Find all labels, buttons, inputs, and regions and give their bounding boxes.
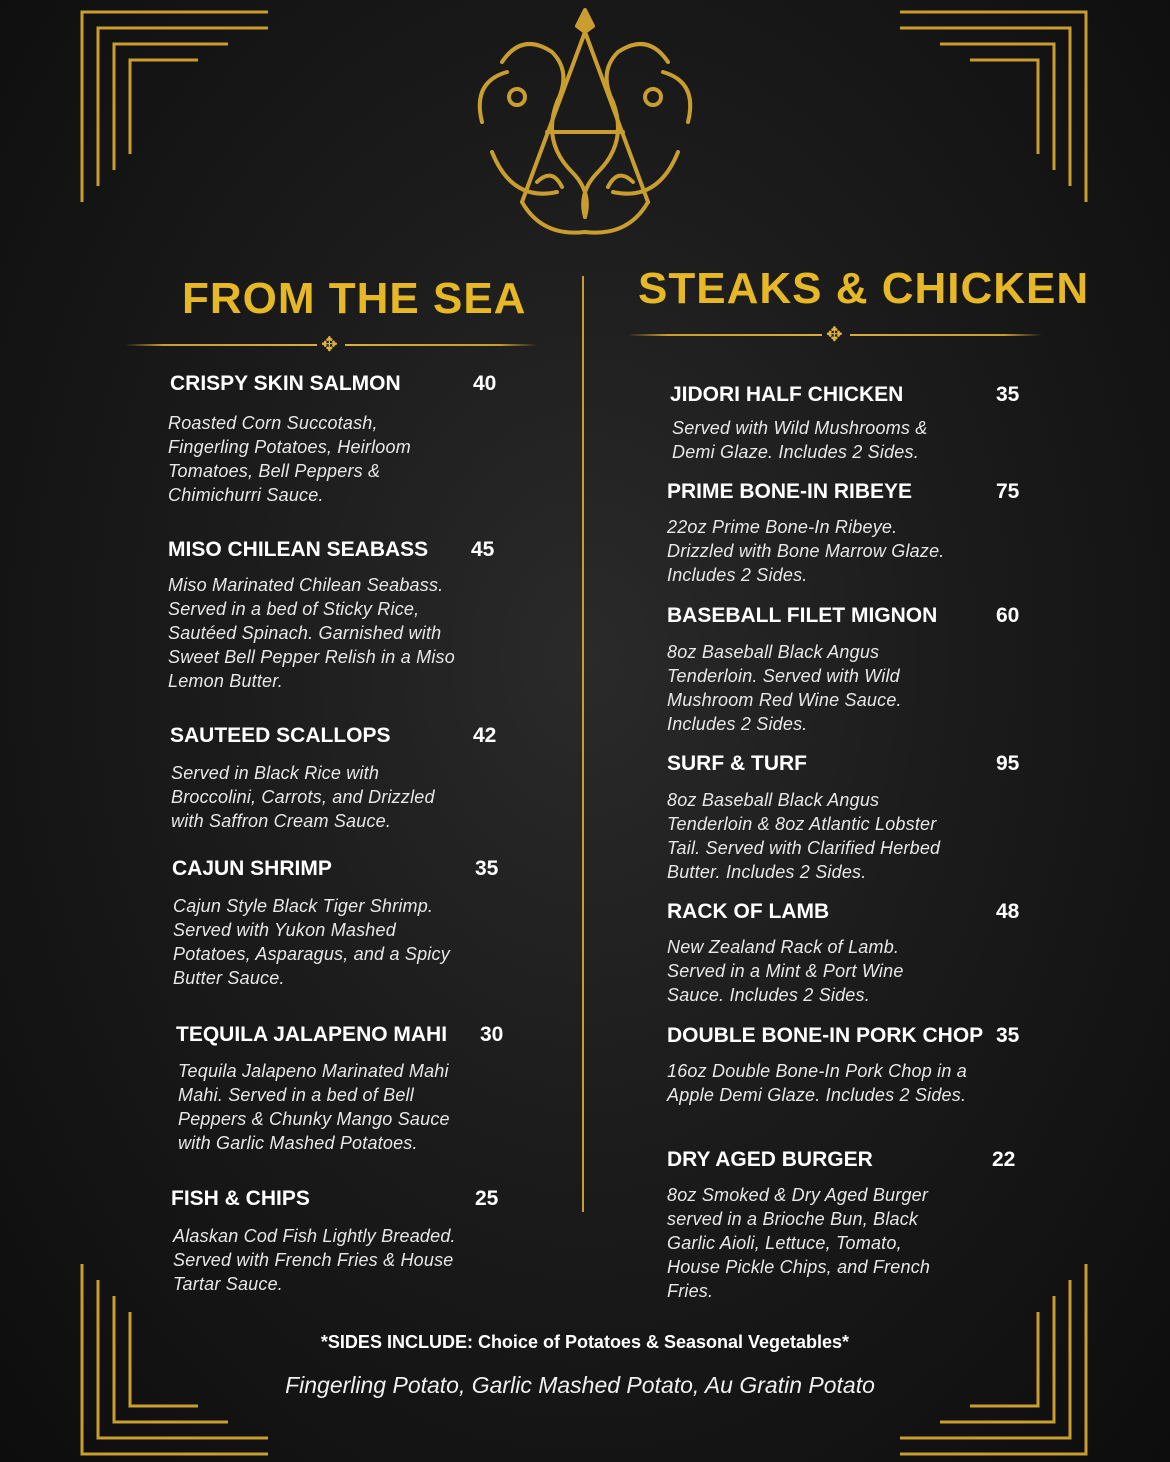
item-price: 75: [996, 480, 1020, 503]
item-name: PRIME BONE-IN RIBEYE: [667, 480, 913, 503]
section-title-steaks-and-chicken: STEAKS & CHICKEN: [638, 264, 1090, 313]
item-price: 48: [996, 900, 1020, 923]
item-name: BASEBALL FILET MIGNON: [667, 604, 938, 627]
item-description: Served with Wild Mushrooms & Demi Glaze. Includes 2 Sides.: [672, 418, 928, 462]
item-name: FISH & CHIPS: [171, 1187, 310, 1210]
item-name: CRISPY SKIN SALMON: [170, 372, 401, 395]
item-price: 35: [475, 857, 499, 880]
item-price: 35: [996, 1024, 1020, 1047]
item-name: SAUTEED SCALLOPS: [170, 724, 391, 747]
item-price: 22: [992, 1148, 1016, 1171]
section-title-from-the-sea: FROM THE SEA: [182, 274, 527, 323]
item-price: 35: [996, 383, 1020, 406]
item-name: DRY AGED BURGER: [667, 1148, 873, 1171]
item-price: 30: [480, 1023, 504, 1046]
item-name: SURF & TURF: [667, 752, 807, 775]
item-description: 22oz Prime Bone-In Ribeye. Drizzled with Bone Marrow Glaze. Includes 2 Sides.: [667, 517, 945, 585]
item-description: 8oz Smoked & Dry Aged Burger served in a Brioche Bun, Black Garlic Aioli, Lettuce, Tomato, House Pickle Chips, and French Fries.: [667, 1185, 931, 1301]
item-name: TEQUILA JALAPENO MAHI: [176, 1023, 448, 1046]
item-description: Roasted Corn Succotash, Fingerling Potatoes, Heirloom Tomatoes, Bell Peppers & Chimichurri Sauce.: [168, 413, 411, 505]
item-price: 40: [473, 372, 497, 395]
item-name: RACK OF LAMB: [667, 900, 830, 923]
fleur-icon: ✥: [321, 334, 338, 356]
item-name: DOUBLE BONE-IN PORK CHOP: [667, 1024, 984, 1047]
item-price: 25: [475, 1187, 499, 1210]
corner-ornament-top-right: [890, 8, 1090, 208]
item-name: JIDORI HALF CHICKEN: [670, 383, 904, 406]
item-description: Alaskan Cod Fish Lightly Breaded. Served with French Fries & House Tartar Sauce.: [173, 1226, 456, 1294]
monogram-crest-icon: [462, 2, 708, 242]
item-description: Cajun Style Black Tiger Shrimp. Served with Yukon Mashed Potatoes, Asparagus, and a Spicy Butter Sauce.: [173, 896, 450, 988]
sides-list: Fingerling Potato, Garlic Mashed Potato, Au Gratin Potato: [285, 1372, 875, 1398]
item-name: MISO CHILEAN SEABASS: [168, 538, 429, 561]
item-description: Served in Black Rice with Broccolini, Carrots, and Drizzled with Saffron Cream Sauce.: [171, 763, 435, 831]
item-description: New Zealand Rack of Lamb. Served in a Mint & Port Wine Sauce. Includes 2 Sides.: [667, 937, 904, 1005]
item-price: 60: [996, 604, 1020, 627]
column-separator: [582, 276, 584, 1212]
sides-note: *SIDES INCLUDE: Choice of Potatoes & Seasonal Vegetables*: [320, 1332, 850, 1352]
item-price: 42: [473, 724, 497, 747]
divider-ornament: [125, 334, 537, 356]
item-description: 8oz Baseball Black Angus Tenderloin & 8oz Atlantic Lobster Tail. Served with Clarified Herbed Butter. Includes 2 Sides.: [667, 790, 941, 882]
item-price: 95: [996, 752, 1020, 775]
item-description: 16oz Double Bone-In Pork Chop in a Apple Demi Glaze. Includes 2 Sides.: [667, 1061, 967, 1105]
item-name: CAJUN SHRIMP: [172, 857, 332, 880]
corner-ornament-top-left: [78, 8, 278, 208]
divider-ornament: [628, 324, 1042, 346]
item-description: 8oz Baseball Black Angus Tenderloin. Served with Wild Mushroom Red Wine Sauce. Includes 2 Sides.: [667, 642, 902, 734]
item-description: Tequila Jalapeno Marinated Mahi Mahi. Served in a bed of Bell Peppers & Chunky Mango Sauce with Garlic Mashed Potatoes.: [178, 1061, 450, 1153]
fleur-icon: ✥: [826, 324, 843, 346]
item-price: 45: [471, 538, 495, 561]
item-description: Miso Marinated Chilean Seabass. Served in a bed of Sticky Rice, Sautéed Spinach. Garnished with Sweet Bell Pepper Relish in a Miso Lemon Butter.: [168, 575, 455, 691]
